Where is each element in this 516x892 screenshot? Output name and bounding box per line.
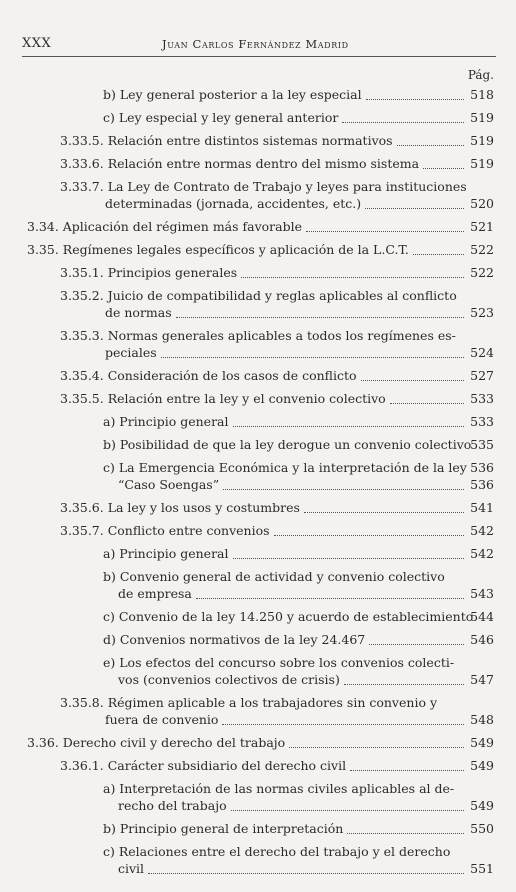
toc-entry-line [0, 499, 516, 516]
dot-leader [231, 793, 464, 811]
toc-entry-line [0, 195, 516, 212]
toc-entry-line [0, 671, 516, 688]
toc-entry-line [0, 476, 516, 493]
toc-entry-line [0, 304, 516, 321]
running-header [22, 36, 496, 57]
toc-entry-title: 3.33.6. Relación entre normas dentro del mismo sistema [60, 156, 420, 171]
toc-page-number: 542 [470, 523, 494, 538]
toc-page-number: 544 [470, 609, 494, 624]
toc-page-number: 533 [470, 414, 494, 429]
toc-page-number: 520 [470, 196, 494, 211]
dot-leader [222, 707, 464, 725]
toc-entry[interactable] [0, 155, 516, 172]
toc-entry-line [0, 757, 516, 774]
toc-entry[interactable] [0, 734, 516, 751]
toc-page-number: 527 [470, 368, 494, 383]
toc-entry-line [0, 218, 516, 235]
toc-entry-title: civil [118, 861, 145, 876]
toc-entry-title: c) Relaciones entre el derecho del trabajo y el derecho [103, 844, 451, 859]
dot-leader [342, 105, 464, 123]
toc-entry-line [0, 344, 516, 361]
toc-page-number: 524 [470, 345, 494, 360]
toc-entry[interactable] [0, 178, 516, 212]
page-column-label: Pág. [467, 68, 494, 82]
toc-entry-title: 3.36.1. Carácter subsidiario del derecho civil [60, 758, 347, 773]
toc-entry-title: a) Principio general [103, 546, 229, 561]
dot-leader [161, 340, 464, 358]
toc-entry-title: 3.35.2. Juicio de compatibilidad y reglas aplicables al conflicto [60, 288, 457, 303]
toc-page-number: 549 [470, 735, 494, 750]
toc-entry-line [0, 264, 516, 281]
toc-entry[interactable] [0, 654, 516, 688]
dot-leader [361, 363, 464, 381]
dot-leader [350, 753, 464, 771]
toc-entry-line [0, 367, 516, 384]
toc-entry-title: 3.35. Regímenes legales específicos y aplicación de la L.C.T. [27, 242, 409, 257]
toc-entry-title: a) Interpretación de las normas civiles aplicables al de- [103, 781, 455, 796]
toc-entry-line [0, 413, 516, 430]
toc-entry-line [0, 545, 516, 562]
toc-entry[interactable] [0, 287, 516, 321]
toc-page-number: 535 [470, 437, 494, 452]
toc-page-number: 550 [470, 821, 494, 836]
dot-leader [304, 495, 464, 513]
toc-entry-title: 3.35.6. La ley y los usos y costumbres [60, 500, 300, 515]
running-author: Juan Carlos Fernández Madrid [162, 37, 349, 51]
dot-leader [176, 300, 464, 318]
toc-page-number: 533 [470, 391, 494, 406]
toc-page-number: 543 [470, 586, 494, 601]
toc-entry-title: 3.36. Derecho civil y derecho del trabajo [27, 735, 286, 750]
toc-page-number: 547 [470, 672, 494, 687]
toc-entry[interactable] [0, 843, 516, 877]
toc-entry-title: “Caso Soengas” [118, 477, 220, 492]
toc-entry-title: 3.35.1. Principios generales [60, 265, 238, 280]
toc-entry-title: de empresa [118, 586, 192, 601]
toc-page-number: 536 [470, 477, 494, 492]
dot-leader [397, 128, 464, 146]
toc-entry-line [0, 109, 516, 126]
toc-entry-line [0, 711, 516, 728]
dot-leader [369, 627, 464, 645]
toc-entry-title: c) Convenio de la ley 14.250 y acuerdo de establecimiento [103, 609, 474, 624]
toc-entry-title: d) Convenios normativos de la ley 24.467 [103, 632, 366, 647]
toc-page-number: 519 [470, 133, 494, 148]
toc-entry-title: de normas [105, 305, 172, 320]
toc-entry-line [0, 522, 516, 539]
toc-entry-line [0, 631, 516, 648]
dot-leader [390, 386, 464, 404]
dot-leader [366, 82, 464, 100]
toc-page-number: 522 [470, 242, 494, 257]
dot-leader [347, 816, 464, 834]
toc-entry-line [0, 86, 516, 103]
toc-entry-title: fuera de convenio [105, 712, 219, 727]
toc-page-number: 549 [470, 798, 494, 813]
dot-leader [233, 541, 464, 559]
toc-entry-title: 3.33.7. La Ley de Contrato de Trabajo y leyes para instituciones [60, 179, 467, 194]
toc-entry-title: b) Convenio general de actividad y convenio colectivo [103, 569, 445, 584]
toc-entry-title: 3.35.7. Conflicto entre convenios [60, 523, 270, 538]
toc-page-number: 521 [470, 219, 494, 234]
toc-page-number: 519 [470, 110, 494, 125]
toc-entry-line [0, 585, 516, 602]
toc-entry-title: recho del trabajo [118, 798, 227, 813]
toc-page-number: 522 [470, 265, 494, 280]
toc-entry[interactable] [0, 436, 516, 453]
toc-entry[interactable] [0, 631, 516, 648]
toc-entry-title: c) Ley especial y ley general anterior [103, 110, 339, 125]
toc-entry[interactable] [0, 780, 516, 814]
toc-entry[interactable] [0, 499, 516, 516]
dot-leader [413, 237, 464, 255]
toc-entry[interactable] [0, 820, 516, 837]
toc-page-number: 536 [470, 460, 494, 475]
toc-entry-title: b) Posibilidad de que la ley derogue un convenio colectivo [103, 437, 472, 452]
toc-entry-line [0, 390, 516, 407]
toc-entry[interactable] [0, 568, 516, 602]
toc-page-number: 523 [470, 305, 494, 320]
dot-leader [233, 409, 464, 427]
dot-leader [306, 214, 464, 232]
toc-entry-line [0, 608, 516, 625]
dot-leader [241, 260, 464, 278]
toc-entry-title: 3.35.4. Consideración de los casos de conflicto [60, 368, 357, 383]
dot-leader [423, 151, 464, 169]
toc-entry-title: vos (convenios colectivos de crisis) [118, 672, 340, 687]
toc-entry[interactable] [0, 608, 516, 625]
page-number: XXX [22, 36, 52, 51]
toc-entry[interactable] [0, 413, 516, 430]
toc-page-number: 542 [470, 546, 494, 561]
toc-entry[interactable] [0, 241, 516, 258]
toc-page-number: 551 [470, 861, 494, 876]
toc-entry[interactable] [0, 218, 516, 235]
toc-page-number: 548 [470, 712, 494, 727]
toc-entry[interactable] [0, 264, 516, 281]
dot-leader [148, 856, 464, 874]
dot-leader [344, 667, 464, 685]
toc-entry[interactable] [0, 109, 516, 126]
toc-entry-title: c) La Emergencia Económica y la interpretación de la ley [103, 460, 467, 475]
toc-entry-line [0, 797, 516, 814]
toc-entry[interactable] [0, 694, 516, 728]
dot-leader [289, 730, 464, 748]
toc-entry-title: b) Ley general posterior a la ley especial [103, 87, 362, 102]
toc-page-number: 518 [470, 87, 494, 102]
toc-entry-title: a) Principio general [103, 414, 229, 429]
toc-entry[interactable] [0, 757, 516, 774]
toc-entry-line [0, 820, 516, 837]
toc-entry-title: 3.35.3. Normas generales aplicables a todos los regímenes es- [60, 328, 456, 343]
toc-entry-title: peciales [105, 345, 157, 360]
toc-entry-line [0, 132, 516, 149]
toc-entry-line [0, 860, 516, 877]
toc-entry[interactable] [0, 367, 516, 384]
toc-entry[interactable] [0, 459, 516, 493]
toc-page-number: 549 [470, 758, 494, 773]
dot-leader [196, 581, 464, 599]
toc-page-number: 546 [470, 632, 494, 647]
toc-entry-line [0, 436, 516, 453]
toc-page-number: 541 [470, 500, 494, 515]
toc-entry-line [0, 155, 516, 172]
toc-entry[interactable] [0, 522, 516, 539]
toc-entry-line [0, 734, 516, 751]
dot-leader [365, 191, 464, 209]
toc-entry-title: determinadas (jornada, accidentes, etc.) [105, 196, 362, 211]
toc-entry[interactable] [0, 86, 516, 103]
toc-entry-title: e) Los efectos del concurso sobre los convenios colecti- [103, 655, 455, 670]
toc-entry-title: 3.34. Aplicación del régimen más favorable [27, 219, 303, 234]
dot-leader [223, 472, 464, 490]
toc-page-number: 519 [470, 156, 494, 171]
toc-entry-title: 3.33.5. Relación entre distintos sistemas normativos [60, 133, 393, 148]
toc-entry[interactable] [0, 132, 516, 149]
toc-entry[interactable] [0, 545, 516, 562]
toc-entry[interactable] [0, 327, 516, 361]
toc-entry-line [0, 241, 516, 258]
toc-entry-title: 3.35.8. Régimen aplicable a los trabajadores sin convenio y [60, 695, 438, 710]
dot-leader [274, 518, 464, 536]
toc-entry-title: 3.35.5. Relación entre la ley y el convenio colectivo [60, 391, 386, 406]
toc-entry-title: b) Principio general de interpretación [103, 821, 344, 836]
toc-entry[interactable] [0, 390, 516, 407]
